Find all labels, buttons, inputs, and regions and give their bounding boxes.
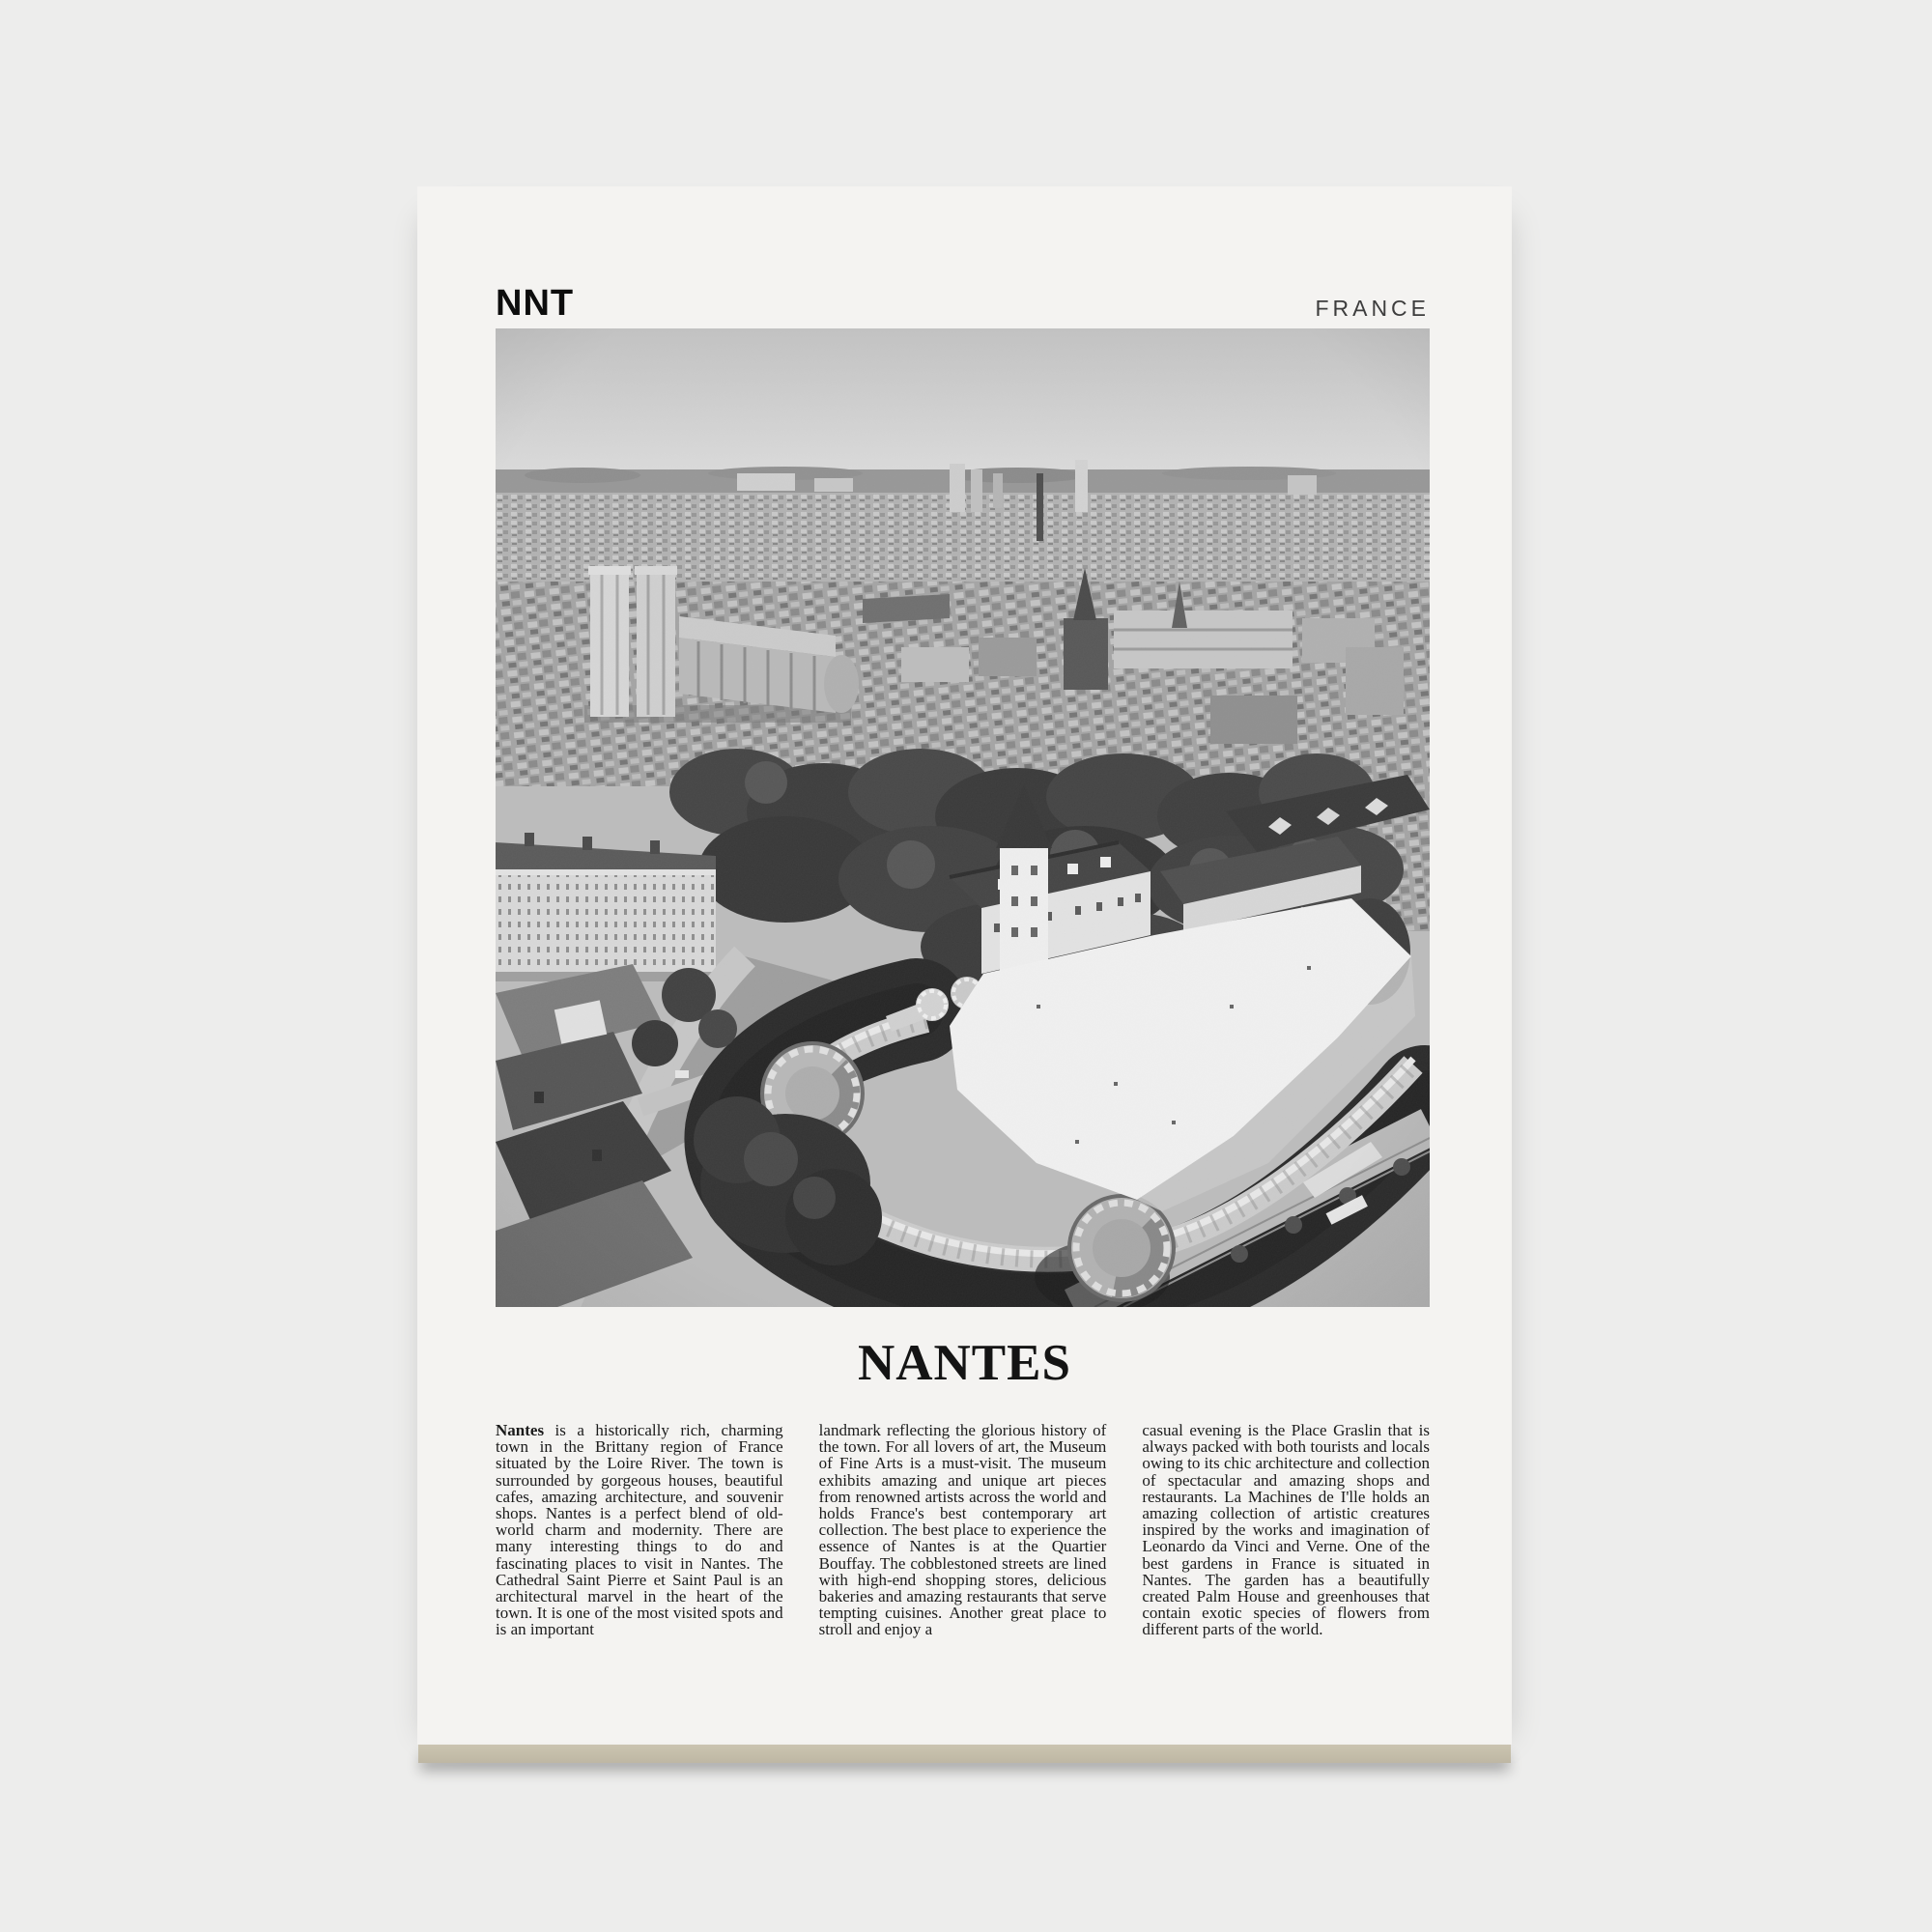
body-column-2: landmark reflecting the glorious history of the town. For all lovers of art, the Museum of Fine Arts is a must-visit. The museum exhibits amazing and unique art pieces from renowned artists across the world and holds France's best contemporary art collection. The best place to experience the essence of Nantes is at the Quartier Bouffay. The cobblestoned streets are lined with high-end shopping stores, delicious bakeries and amazing restaurants that serve tempting cuisines. Another great place to stroll and enjoy a [818,1421,1107,1639]
photo-aerial-nantes [496,328,1430,1307]
body-text-columns [496,1422,1430,1654]
lead-word: Nantes [496,1421,545,1439]
body-column-1-text: is a historically rich, charming town in the Brittany region of France situated by the Loire River. The town is surrounded by gorgeous houses, beautiful cafes, amazing architecture, and souvenir shops. Nantes is a perfect blend of old-world charm and modernity. There are many interesting things to do and fascinating places to visit in Nantes. The Cathedral Saint Pierre et Saint Paul is an architectural marvel in the heart of the town. It is one of the most visited spots and is an important [496,1421,783,1639]
poster-header [496,186,1430,322]
poster-title: NANTES [857,1335,1071,1391]
photo-finish-overlays [496,328,1430,1307]
country-label: FRANCE [1315,296,1430,321]
body-column-1 [496,1422,783,1654]
body-column-3: casual evening is the Place Graslin that is always packed with both tourists and locals owing to its chic architecture and collection of spectacular and amazing shops and restaurants. La Machines de I'lle holds an amazing collection of artistic creatures inspired by the works and imagination of Leonardo da Vinci and Verne. One of the best gardens in France is situated in Nantes. The garden has a beautifully created Palm House and greenhouses that contain exotic species of flowers from different parts of the world. [1142,1421,1431,1639]
photo-illustration [496,328,1430,1307]
poster [417,186,1512,1745]
brand-logo: NNT [496,283,575,324]
